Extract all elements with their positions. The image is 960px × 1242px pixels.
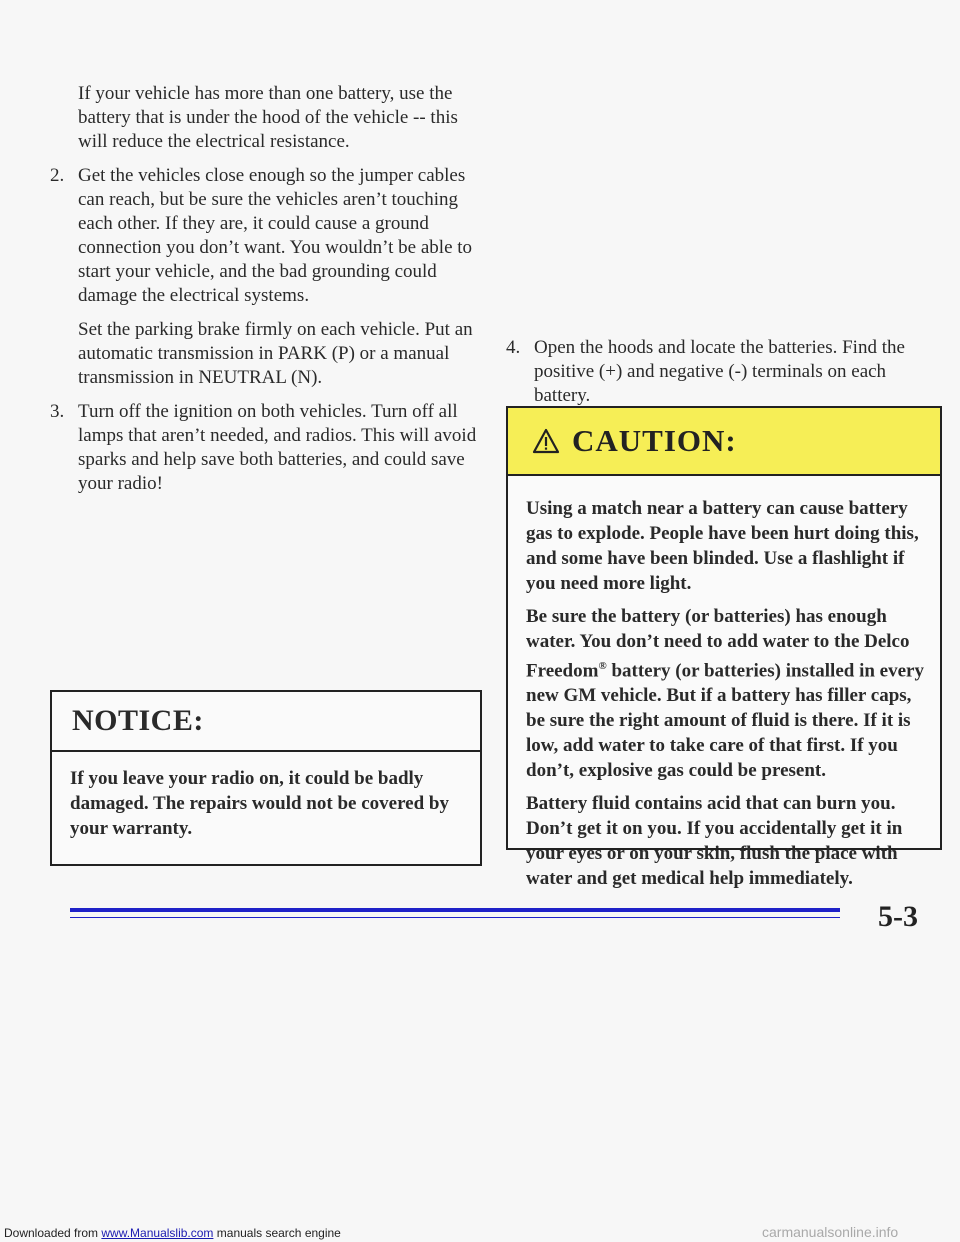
download-footer: Downloaded from www.Manualslib.com manuals search engine <box>4 1226 341 1240</box>
caution-paragraph-acid: Battery fluid contains acid that can burn you. Don’t get it on you. If you accidentally get it in your eyes or on your skin, flush the place with water and get medical help immediately. <box>526 793 903 890</box>
rule-thin <box>70 917 840 918</box>
rule-thick <box>70 908 840 912</box>
step-text: Open the hoods and locate the batteries. Find the positive (+) and negative (-) terminals on each battery. <box>534 337 905 406</box>
watermark: carmanualsonline.info <box>762 1224 899 1240</box>
registered-mark: ® <box>598 660 607 672</box>
caution-header <box>508 408 940 476</box>
caution-paragraph-match: Using a match near a battery can cause battery gas to explode. People have been hurt doing this, and some have been blinded. Use a flashlight if you need more light. <box>526 498 919 594</box>
paragraph-multiple-batteries: If your vehicle has more than one battery, use the battery that is under the hood of the vehicle -- this will reduce the electrical resistance. <box>78 83 458 152</box>
notice-box <box>50 690 482 866</box>
step-number: 2. <box>50 165 65 186</box>
step-3 <box>50 400 482 496</box>
page-number: 5-3 <box>878 900 918 933</box>
caution-body <box>508 476 940 891</box>
step-number: 4. <box>506 337 521 358</box>
warning-triangle-icon <box>532 428 560 454</box>
caution-title: CAUTION: <box>572 423 737 458</box>
step-number: 3. <box>50 401 65 422</box>
notice-title: NOTICE: <box>52 692 480 752</box>
notice-body: If you leave your radio on, it could be badly damaged. The repairs would not be covered by your warranty. <box>70 768 449 839</box>
caution-box <box>506 406 942 890</box>
step-text: Turn off the ignition on both vehicles. Turn off all lamps that aren’t needed, and radios. This will avoid sparks and help save both batteries, and could save your radio! <box>78 401 477 494</box>
left-column <box>50 82 482 496</box>
page-rule <box>70 908 840 918</box>
step-text: Get the vehicles close enough so the jumper cables can reach, but be sure the vehicles aren’t touching each other. If they are, it could cause a ground connection you don’t want. You wouldn’t be able to start your vehicle, and the bad grounding could damage the electrical systems. <box>78 165 473 306</box>
paragraph-parking-brake: Set the parking brake firmly on each vehicle. Put an automatic transmission in PARK (P) or a manual transmission in NEUTRAL (N). <box>78 319 473 388</box>
step-2 <box>50 164 482 308</box>
caution-paragraph-water: Be sure the battery (or batteries) has enough water. You don’t need to add water to the Delco Freedom® battery (or batteries) installed in every new GM vehicle. But if a battery has filler caps, be sure the right amount of fluid is there. If it is low, add water to take care of that first. If you don’t, explosive gas could be present. <box>526 606 924 782</box>
step-4 <box>506 336 940 408</box>
manualslib-link[interactable]: www.Manualslib.com <box>101 1226 214 1240</box>
